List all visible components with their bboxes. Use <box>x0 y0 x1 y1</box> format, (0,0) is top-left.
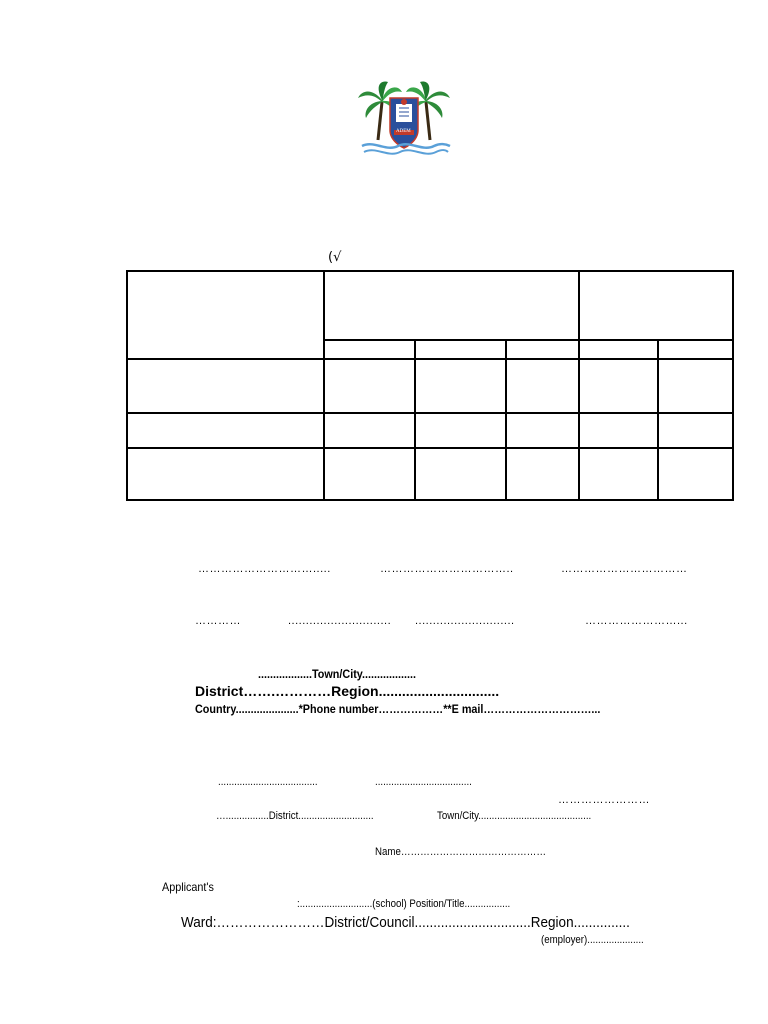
ward-district-region-line: Ward:……………………District/Council...............................Region............... <box>181 914 630 931</box>
dotted-field-7: ……………………... <box>585 615 688 627</box>
check-mark: (√ <box>328 250 342 265</box>
dotted-field-2: …………………………….. <box>380 563 514 575</box>
dotted-field-5: ............................. <box>288 615 392 627</box>
school-logo <box>356 80 452 160</box>
form-table <box>126 270 734 502</box>
district-region-line: District…….…………Region............................... <box>195 683 500 699</box>
dotted-field-8: ..................................... <box>218 776 318 788</box>
dotted-field-3: …………………………… <box>561 563 688 575</box>
school-position-line: :...........................(school) Position/Title................. <box>297 898 511 910</box>
dotted-field-4: ………… <box>195 615 241 627</box>
employer-line: (employer)..................... <box>541 934 644 946</box>
town-city-line: ..................Town/City.................. <box>258 667 417 681</box>
contact-line: Country.....................*Phone number………………**E mail…………………………... <box>195 702 601 716</box>
dotted-field-10: …………………… <box>558 794 650 806</box>
district-line: …................District............................ <box>216 810 374 822</box>
dotted-field-1: …………………………..... <box>198 563 331 575</box>
town-line: Town/City.......................................... <box>437 810 592 822</box>
logo-text: ADEM <box>396 129 411 134</box>
dotted-field-9: .................................... <box>375 776 472 788</box>
applicant-label: Applicant's <box>162 880 214 894</box>
dotted-field-6: ............................ <box>415 615 515 627</box>
name-line: Name……………………………………… <box>375 846 547 858</box>
